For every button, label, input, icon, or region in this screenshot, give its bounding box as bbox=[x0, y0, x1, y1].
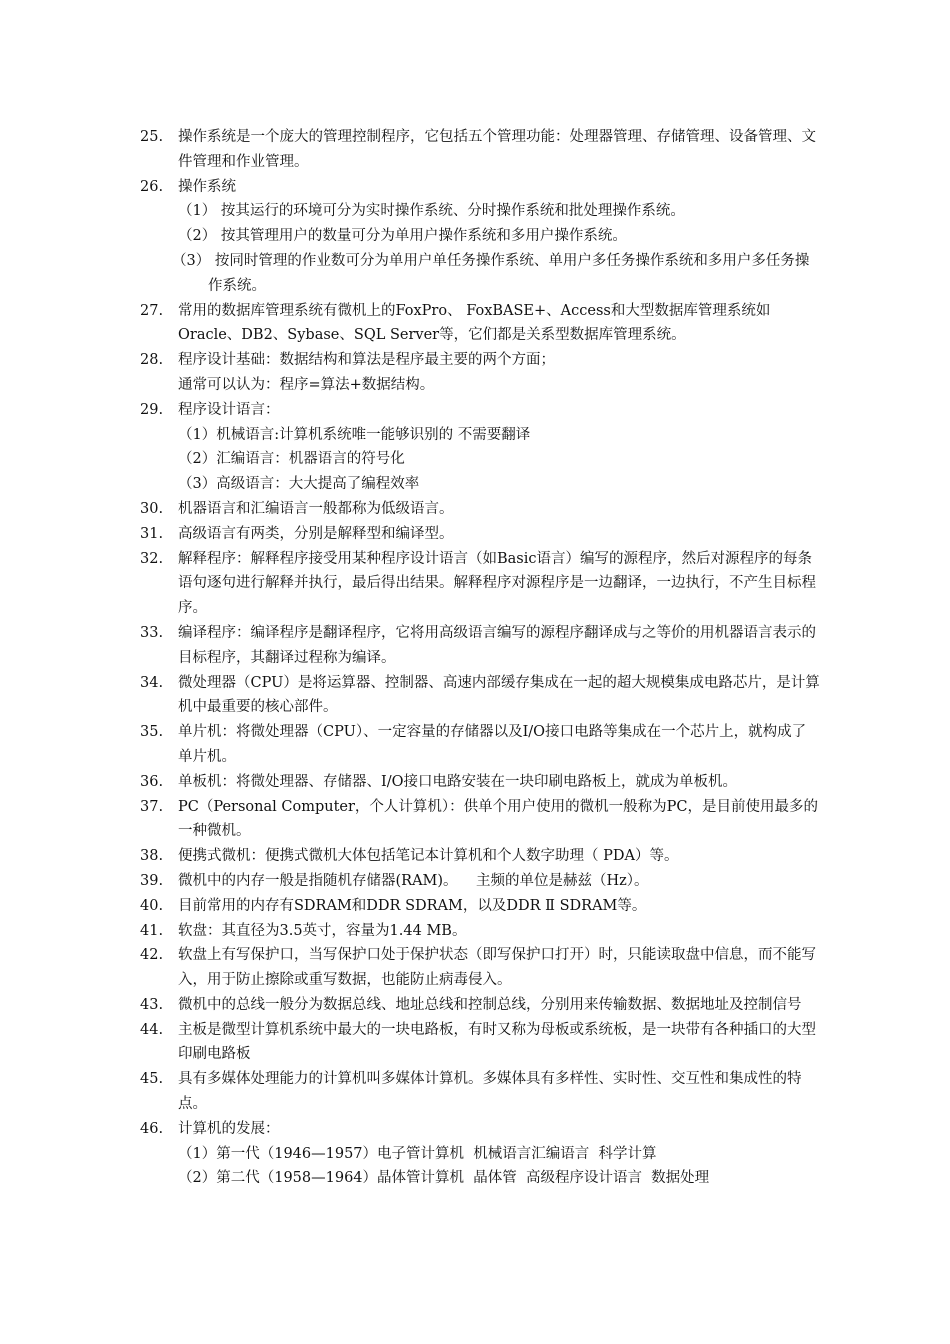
item-text: 微机中的总线一般分为数据总线、地址总线和控制总线，分别用来传输数据、数据地址及控制信号 bbox=[178, 996, 802, 1013]
list-item bbox=[140, 621, 820, 671]
list-item bbox=[140, 795, 820, 845]
item-number: 34. bbox=[140, 674, 164, 691]
list-item bbox=[140, 869, 820, 894]
item-number: 44. bbox=[140, 1021, 164, 1038]
sub-item: （2）汇编语言：机器语言的符号化 bbox=[178, 451, 405, 468]
item-text: 主板是微型计算机系统中最大的一块电路板，有时又称为母板或系统板，是一块带有各种插口的大型印刷电路板 bbox=[178, 1021, 816, 1063]
item-number: 33. bbox=[140, 624, 164, 641]
item-number: 38. bbox=[140, 848, 164, 865]
item-text: 单片机：将微处理器（CPU）、一定容量的存储器以及I/O接口电路等集成在一个芯片上，就构成了单片机。 bbox=[178, 724, 807, 765]
item-number: 29. bbox=[140, 401, 164, 418]
list-item bbox=[140, 497, 820, 522]
item-text: 软盘：其直径为3.5英寸，容量为1.44 MB。 bbox=[178, 922, 467, 939]
sub-item: （3）高级语言：大大提高了编程效率 bbox=[178, 476, 420, 493]
item-number: 28. bbox=[140, 352, 164, 369]
item-number: 46. bbox=[140, 1120, 164, 1137]
item-number: 27. bbox=[140, 302, 164, 319]
list-item bbox=[140, 125, 820, 175]
item-text: 操作系统 bbox=[178, 178, 236, 195]
list-item bbox=[140, 398, 820, 423]
list-item bbox=[140, 299, 820, 349]
sub-item: （1）机械语言:计算机系统唯一能够识别的 不需要翻译 bbox=[178, 426, 531, 443]
sub-item: （3） 按同时管理的作业数可分为单用户单任务操作系统、单用户多任务操作系统和多用户多任务操作系统。 bbox=[172, 252, 810, 294]
item-text: 单板机：将微处理器、存储器、I/O接口电路安装在一块印刷电路板上，就成为单板机。 bbox=[178, 773, 737, 790]
item-number: 41. bbox=[140, 922, 164, 939]
list-item bbox=[140, 844, 820, 869]
list-item bbox=[140, 720, 820, 770]
item-number: 26. bbox=[140, 178, 164, 195]
list-item bbox=[140, 919, 820, 944]
sub-item: （1） 按其运行的环境可分为实时操作系统、分时操作系统和批处理操作系统。 bbox=[178, 203, 685, 220]
list-item bbox=[140, 993, 820, 1018]
item-number: 39. bbox=[140, 872, 164, 889]
item-text: 程序设计基础：数据结构和算法是程序最主要的两个方面； bbox=[178, 352, 555, 369]
item-text: 微机中的内存一般是指随机存储器(RAM)。 主频的单位是赫兹（Hz）。 bbox=[178, 872, 649, 889]
item-text: 高级语言有两类，分别是解释型和编译型。 bbox=[178, 525, 454, 542]
item-number: 30. bbox=[140, 500, 164, 517]
list-item bbox=[140, 671, 820, 721]
sub-item: （1）第一代（1946—1957）电子管计算机 机械语言汇编语言 科学计算 bbox=[178, 1145, 657, 1162]
item-text: PC（Personal Computer，个人计算机）：供单个用户使用的微机一般称为PC，是目前使用最多的一种微机。 bbox=[178, 798, 819, 840]
item-text: 常用的数据库管理系统有微机上的FoxPro、 FoxBASE+、Access和大型数据库管理系统如Oracle、DB2、Sybase、SQL Server等，它们都是关系型数据库管理系统。 bbox=[178, 302, 771, 344]
item-text: 微处理器（CPU）是将运算器、控制器、高速内部缓存集成在一起的超大规模集成电路芯片，是计算机中最重要的核心部件。 bbox=[178, 674, 820, 716]
item-number: 40. bbox=[140, 897, 164, 914]
item-text: 软盘上有写保护口，当写保护口处于保护状态（即写保护口打开）时，只能读取盘中信息，而不能写入，用于防止擦除或重写数据，也能防止病毒侵入。 bbox=[178, 947, 816, 989]
list-item bbox=[140, 1067, 820, 1117]
item-number: 42. bbox=[140, 947, 164, 964]
list-item bbox=[140, 770, 820, 795]
list-item bbox=[140, 547, 820, 621]
item-text: 具有多媒体处理能力的计算机叫多媒体计算机。多媒体具有多样性、实时性、交互性和集成性的特点。 bbox=[178, 1071, 802, 1113]
list-item bbox=[140, 175, 820, 200]
item-text: 程序设计语言： bbox=[178, 401, 280, 418]
item-text: 操作系统是一个庞大的管理控制程序，它包括五个管理功能：处理器管理、存储管理、设备管理、文件管理和作业管理。 bbox=[178, 129, 816, 170]
item-number: 37. bbox=[140, 798, 164, 815]
item-number: 45. bbox=[140, 1071, 164, 1088]
item-text-line2: 通常可以认为：程序=算法+数据结构。 bbox=[178, 376, 435, 393]
item-text: 解释程序：解释程序接受用某种程序设计语言（如Basic语言）编写的源程序，然后对源程序的每条语句逐句进行解释并执行，最后得出结果。解释程序对源程序是一边翻译，一边执行，不产生目标程序。 bbox=[178, 550, 816, 617]
item-number: 32. bbox=[140, 550, 164, 567]
item-text: 机器语言和汇编语言一般都称为低级语言。 bbox=[178, 500, 454, 517]
item-number: 31. bbox=[140, 525, 164, 542]
item-number: 43. bbox=[140, 996, 164, 1013]
list-item bbox=[140, 348, 820, 398]
list-item bbox=[140, 522, 820, 547]
item-number: 35. bbox=[140, 724, 164, 741]
item-text: 计算机的发展： bbox=[178, 1120, 280, 1137]
item-text: 目前常用的内存有SDRAM和DDR SDRAM，以及DDR Ⅱ SDRAM等。 bbox=[178, 897, 647, 914]
item-number: 36. bbox=[140, 773, 164, 790]
notes-list bbox=[140, 125, 820, 1191]
sub-item: （2） 按其管理用户的数量可分为单用户操作系统和多用户操作系统。 bbox=[178, 228, 627, 245]
item-text: 编译程序：编译程序是翻译程序，它将用高级语言编写的源程序翻译成与之等价的用机器语言表示的目标程序，其翻译过程称为编译。 bbox=[178, 624, 816, 666]
list-item bbox=[140, 943, 820, 993]
item-text: 便携式微机：便携式微机大体包括笔记本计算机和个人数字助理（ PDA）等。 bbox=[178, 848, 679, 865]
item-number: 25. bbox=[140, 129, 164, 145]
list-item bbox=[140, 894, 820, 919]
list-item bbox=[140, 1018, 820, 1068]
sub-item: （2）第二代（1958—1964）晶体管计算机 晶体管 高级程序设计语言 数据处理 bbox=[178, 1170, 710, 1187]
list-item bbox=[140, 1117, 820, 1142]
